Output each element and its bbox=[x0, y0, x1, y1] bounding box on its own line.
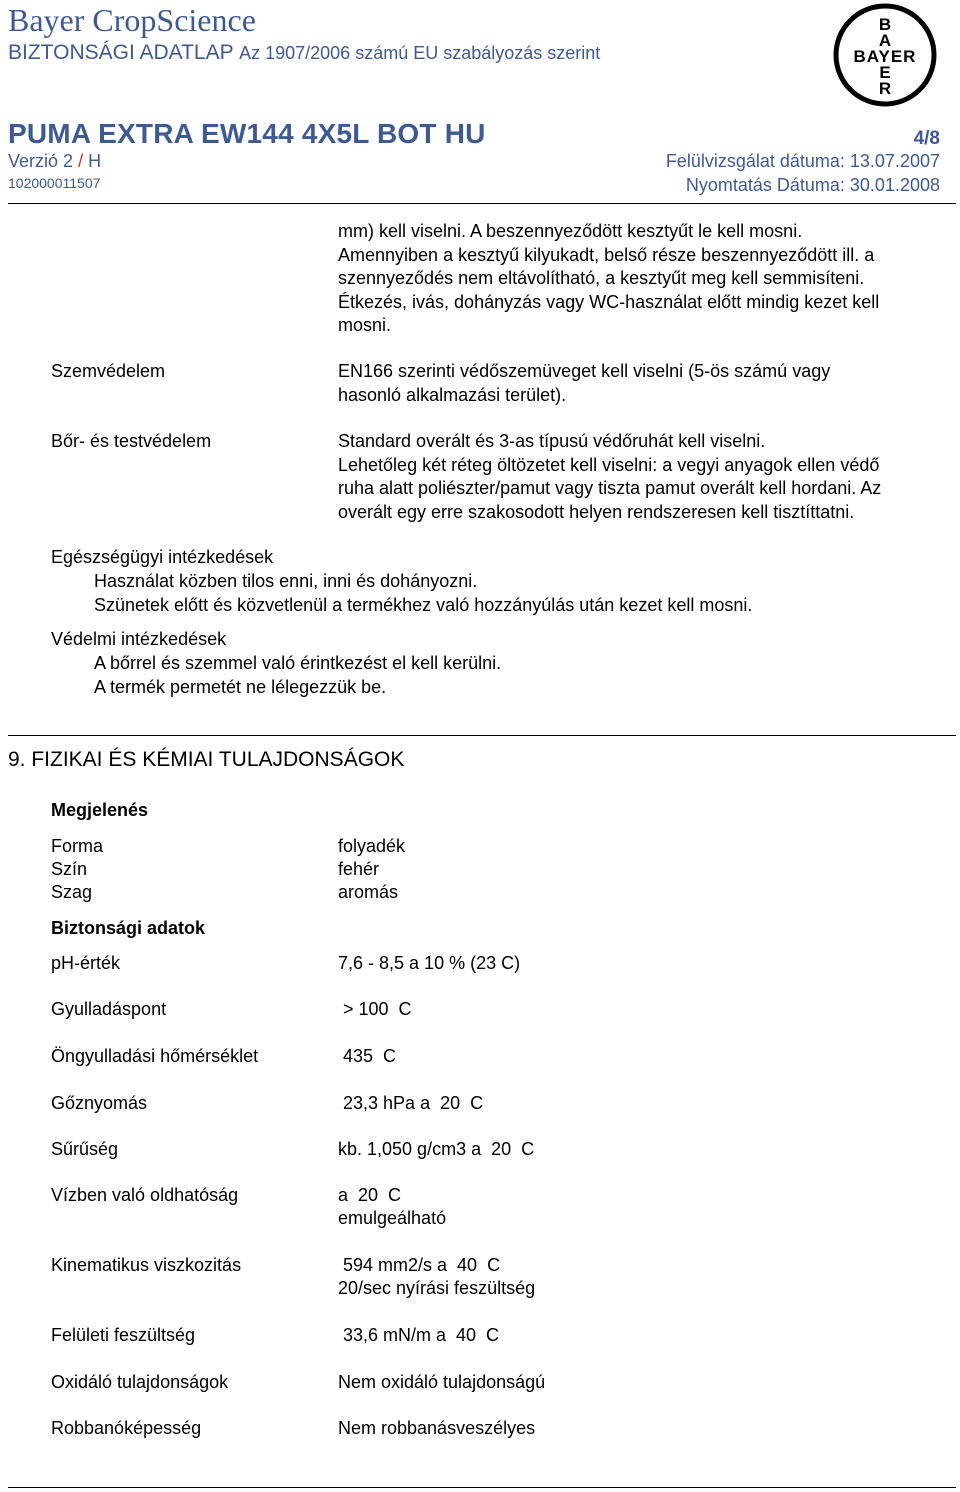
gloves-text bbox=[338, 220, 953, 338]
prop-value: 33,6 mN/m a 40 C bbox=[338, 1325, 500, 1345]
header-divider bbox=[8, 203, 956, 204]
prop-value: Nem oxidáló tulajdonságú bbox=[338, 1372, 546, 1392]
version-language: H bbox=[88, 151, 102, 171]
odor-label: Szag bbox=[51, 882, 93, 902]
prop-label: Sűrűség bbox=[51, 1139, 119, 1159]
doc-type-title: BIZTONSÁGI ADATLAP bbox=[8, 41, 234, 64]
color-label: Szín bbox=[51, 859, 88, 879]
odor-value: aromás bbox=[338, 882, 399, 902]
eye-protection-text bbox=[338, 360, 953, 407]
text-line: Lehetőleg két réteg öltözetet kell viselni: a vegyi anyagok ellen védő bbox=[338, 454, 880, 475]
appearance-title: Megjelenés bbox=[51, 800, 149, 820]
prop-label: Kinematikus viszkozitás bbox=[51, 1255, 242, 1275]
version-label: Verzió bbox=[8, 151, 59, 171]
text-line: Étkezés, ivás, dohányzás vagy WC-használat előtt mindig kezet kell bbox=[338, 291, 880, 312]
text-line: Amennyiben a kesztyű kilyukadt, belső része beszennyeződött ill. a bbox=[338, 244, 875, 265]
eye-protection-label: Szemvédelem bbox=[51, 361, 166, 381]
review-date: Felülvizsgálat dátuma: 13.07.2007 bbox=[665, 151, 940, 171]
prop-value-secondary: 20/sec nyírási feszültség bbox=[338, 1278, 536, 1298]
prop-value: a 20 C bbox=[338, 1185, 402, 1205]
text-line: overált egy erre szakosodott helyen rendszeresen kell tisztíttatni. bbox=[338, 501, 855, 522]
regulation-text: Az 1907/2006 számú EU szabályozás szerint bbox=[239, 43, 601, 63]
text-line: Szünetek előtt és közvetlenül a termékhez való hozzányúlás után kezet kell mosni. bbox=[94, 594, 753, 615]
svg-text:BAYER: BAYER bbox=[853, 47, 917, 66]
company-name: Bayer CropScience bbox=[8, 2, 256, 38]
print-date: Nyomtatás Dátuma: 30.01.2008 bbox=[685, 175, 940, 195]
footer-divider bbox=[8, 1487, 956, 1488]
prop-value: kb. 1,050 g/cm3 a 20 C bbox=[338, 1139, 535, 1159]
prop-label: Gyulladáspont bbox=[51, 999, 167, 1019]
prop-label: Öngyulladási hőmérséklet bbox=[51, 1046, 259, 1066]
version-separator: / bbox=[78, 151, 84, 171]
prop-label: Felületi feszültség bbox=[51, 1325, 196, 1345]
measures-lines bbox=[94, 652, 501, 699]
text-line: mosni. bbox=[338, 315, 392, 335]
prop-label: Vízben való oldhatóság bbox=[51, 1185, 239, 1205]
svg-text:R: R bbox=[878, 79, 892, 98]
svg-text:E: E bbox=[879, 63, 891, 82]
text-line: A bőrrel és szemmel való érintkezést el kell kerülni. bbox=[94, 653, 502, 673]
prop-label: Robbanóképesség bbox=[51, 1418, 202, 1438]
text-line: szennyeződés nem eltávolítható, a kesztyűt meg kell semmisíteni. bbox=[338, 268, 865, 288]
svg-text:A: A bbox=[878, 31, 892, 50]
prop-value-secondary: emulgeálható bbox=[338, 1208, 447, 1228]
prop-label: pH-érték bbox=[51, 953, 121, 973]
page-number: 4/8 bbox=[913, 128, 940, 149]
hygiene-lines bbox=[94, 570, 752, 617]
color-value: fehér bbox=[338, 859, 380, 879]
prop-label: Oxidáló tulajdonságok bbox=[51, 1372, 229, 1392]
measures-title: Védelmi intézkedések bbox=[51, 629, 227, 649]
text-line: A termék permetét ne lélegezzük be. bbox=[94, 676, 387, 697]
svg-text:B: B bbox=[878, 15, 892, 34]
version-info bbox=[8, 151, 101, 172]
version-number: 2 bbox=[63, 151, 74, 171]
section-divider bbox=[8, 735, 956, 736]
prop-value: 23,3 hPa a 20 C bbox=[338, 1093, 484, 1113]
form-label: Forma bbox=[51, 836, 104, 856]
prop-value: 435 C bbox=[338, 1046, 397, 1066]
document-type bbox=[8, 41, 600, 65]
text-line: ruha alatt poliészter/pamut vagy tiszta pamut overált kell hordani. Az bbox=[338, 478, 882, 498]
text-line: Standard overált és 3-as típusú védőruhát kell viselni. bbox=[338, 431, 766, 451]
safety-title: Biztonsági adatok bbox=[51, 918, 206, 938]
text-line: Használat közben tilos enni, inni és dohányozni. bbox=[94, 571, 478, 591]
text-line: EN166 szerinti védőszemüveget kell viselni (5-ös számú vagy bbox=[338, 361, 831, 381]
text-line: mm) kell viselni. A beszennyeződött kesztyűt le kell mosni. bbox=[338, 221, 803, 241]
skin-protection-label: Bőr- és testvédelem bbox=[51, 431, 212, 451]
prop-value: Nem robbanásveszélyes bbox=[338, 1418, 536, 1438]
bayer-logo-icon bbox=[833, 3, 937, 107]
product-name: PUMA EXTRA EW144 4X5L BOT HU bbox=[8, 118, 486, 149]
document-number: 102000011507 bbox=[8, 175, 101, 191]
text-line: hasonló alkalmazási terület). bbox=[338, 384, 567, 405]
hygiene-title: Egészségügyi intézkedések bbox=[51, 547, 274, 567]
skin-protection-text bbox=[338, 430, 953, 524]
section-9-title: 9. FIZIKAI ÉS KÉMIAI TULAJDONSÁGOK bbox=[8, 748, 405, 771]
prop-value: 7,6 - 8,5 a 10 % (23 C) bbox=[338, 953, 521, 973]
prop-label: Gőznyomás bbox=[51, 1093, 148, 1113]
prop-value: 594 mm2/s a 40 C bbox=[338, 1255, 501, 1275]
form-value: folyadék bbox=[338, 836, 406, 856]
prop-value: > 100 C bbox=[338, 999, 412, 1019]
